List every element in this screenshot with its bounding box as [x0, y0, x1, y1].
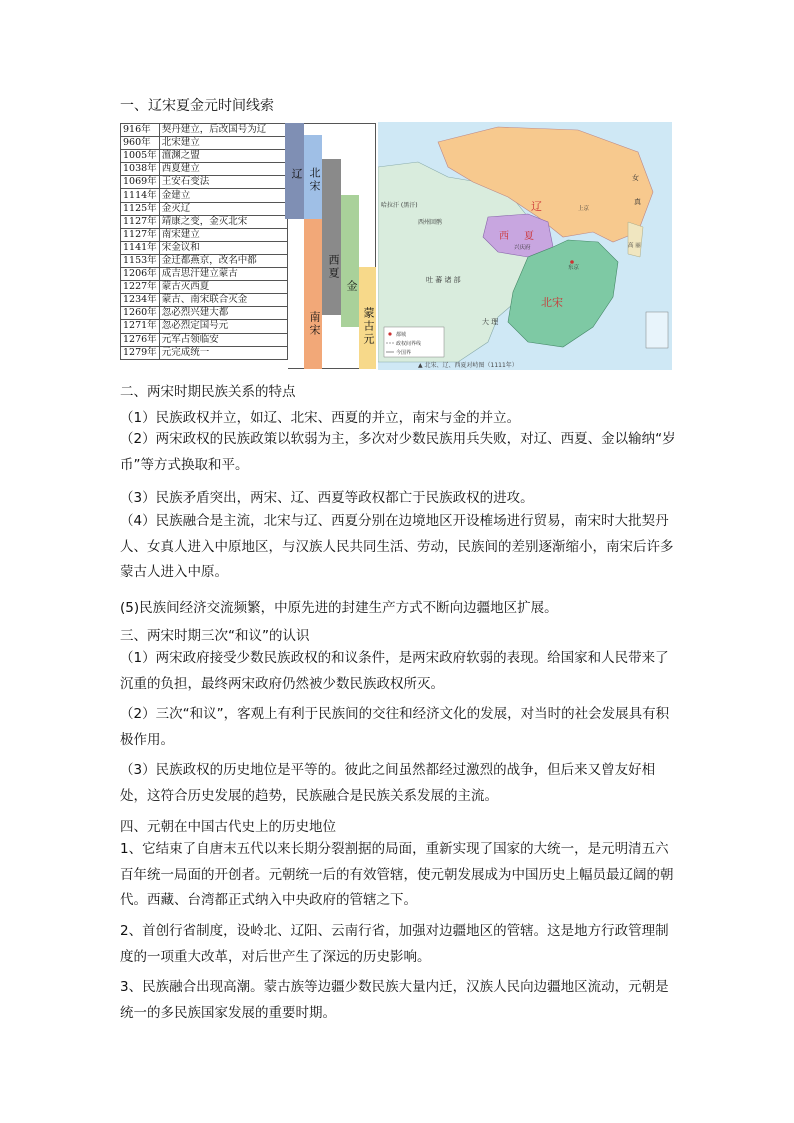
- timeline-event: 忽必烈兴建大都: [159, 307, 287, 320]
- bar-liao: [285, 123, 304, 219]
- map-label-gaoli: 高 丽: [628, 243, 641, 249]
- bar-nan-song: [304, 219, 322, 369]
- timeline-event: 金迁都燕京，改名中都: [159, 254, 287, 267]
- section2-p1: （1）民族政权并立，如辽、北宋、西夏的并立，南宋与金的并立。: [120, 410, 521, 426]
- legend-item-capital: 都城: [396, 332, 407, 338]
- timeline-event: 南宋建立: [159, 228, 287, 241]
- timeline-row: [121, 320, 288, 333]
- timeline-row: [121, 124, 288, 137]
- section3-p3: （3）民族政权的历史地位是平等的。彼此之间虽然都经过激烈的战争，但后来又曾友好相处，这符合历史发展的趋势，民族融合是民族关系发展的主流。: [120, 762, 656, 804]
- timeline-year: 1127年: [121, 228, 160, 241]
- timeline-event: 宋金议和: [159, 241, 287, 254]
- bar-jin: [341, 195, 359, 327]
- timeline-event: 契丹建立，后改国号为辽: [159, 124, 287, 137]
- map-label-zhen: 真: [634, 198, 641, 206]
- map-inset: [646, 312, 668, 348]
- legend-item-national-border: 今国界: [396, 350, 412, 356]
- timeline-row: [121, 307, 288, 320]
- section4-p3: 3、民族融合出现高潮。蒙古族等边疆少数民族大量内迁，汉族人民向边疆地区流动，元朝是统一的多民族国家发展的重要时期。: [120, 979, 669, 1021]
- timeline-event: 蒙古、南宋联合灭金: [159, 294, 287, 307]
- timeline-table: [120, 123, 288, 360]
- bar-nan-song-label: 南宋: [308, 311, 321, 337]
- section2-p5: (5)民族间经济交流频繁，中原先进的封建生产方式不断向边疆地区扩展。: [120, 600, 558, 616]
- bar-bei-song-label: 北宋: [308, 167, 321, 193]
- map-label-nv: 女: [632, 174, 639, 182]
- timeline-row: [121, 268, 288, 281]
- timeline-row: [121, 346, 288, 359]
- timeline-event: 成吉思汗建立蒙古: [159, 268, 287, 281]
- timeline-year: 1141年: [121, 241, 160, 254]
- timeline-event: 金灭辽: [159, 202, 287, 215]
- section3-title: 三、两宋时期三次“和议”的认识: [120, 628, 310, 644]
- section2-p4: （4）民族融合是主流，北宋与辽、西夏分别在边境地区开设榷场进行贸易，南宋时大批契丹人、女真人进入中原地区，与汉族人民共同生活、劳动，民族间的差别逐渐缩小，南宋后许多蒙古人进入中原。: [120, 513, 674, 580]
- map-label-dali: 大 理: [482, 318, 499, 326]
- timeline-year: 1260年: [121, 307, 160, 320]
- map-label-xingqing: 兴庆府: [514, 245, 531, 251]
- bar-xi-xia-label: 西夏: [327, 254, 340, 280]
- section2-p3: （3）民族矛盾突出，两宋、辽、西夏等政权都亡于民族政权的进攻。: [120, 490, 534, 506]
- section3-p1: （1）两宋政府接受少数民族政权的和议条件，是两宋政府软弱的表现。给国家和人民带来了沉重的负担，最终两宋政府仍然被少数民族政权所灭。: [120, 650, 669, 692]
- timeline-row: [121, 228, 288, 241]
- timeline-event: 王安石变法: [159, 176, 287, 189]
- song-liao-xixia-map: [378, 122, 672, 370]
- timeline-event: 北宋建立: [159, 137, 287, 150]
- timeline-year: 1005年: [121, 150, 160, 163]
- timeline-year: 1127年: [121, 215, 160, 228]
- map-label-dongjing: 东京: [568, 265, 580, 271]
- timeline-year: 1206年: [121, 268, 160, 281]
- timeline-year: 1279年: [121, 346, 160, 359]
- timeline-row: [121, 150, 288, 163]
- section4-p2: 2、首创行省制度，设岭北、辽阳、云南行省，加强对边疆地区的管辖。这是地方行政管理制度的一项重大改革，对后世产生了深远的历史影响。: [120, 923, 669, 965]
- timeline-event: 忽必烈定国号元: [159, 320, 287, 333]
- section4-p1: 1、它结束了自唐末五代以来长期分裂割据的局面，重新实现了国家的大统一，是元明清五六百年统一局面的开创者。元朝统一后的有效管辖，使元朝发展成为中国历史上幅员最辽阔的朝代。西藏、台湾都正式纳入中央政府的管辖之下。: [120, 841, 674, 908]
- capital-marker-icon: [570, 260, 574, 264]
- section2-title: 二、两宋时期民族关系的特点: [120, 384, 296, 400]
- timeline-row: [121, 176, 288, 189]
- timeline-row: [121, 215, 288, 228]
- map-label-shangjing: 上京: [578, 206, 590, 212]
- map-label-liao: 辽: [531, 200, 542, 213]
- timeline-event: 金建立: [159, 189, 287, 202]
- map-label-xi: 西: [499, 231, 509, 242]
- timeline-event: 西夏建立: [159, 163, 287, 176]
- map-label-bei-song: 北宋: [541, 296, 563, 309]
- section4-title: 四、元朝在中国古代史上的历史地位: [120, 819, 336, 835]
- timeline-row: [121, 163, 288, 176]
- map-label-tubo: 吐 蕃 诸 部: [426, 276, 461, 284]
- section1-title: 一、辽宋夏金元时间线索: [120, 98, 274, 114]
- bar-bei-song: [304, 135, 322, 219]
- timeline-row: [121, 333, 288, 346]
- map-caption: ▲ 北宋、辽、西夏对峙图（1111年）: [418, 362, 518, 369]
- timeline-row: [121, 202, 288, 215]
- timeline-year: 1038年: [121, 163, 160, 176]
- timeline-row: [121, 241, 288, 254]
- timeline-year: 1114年: [121, 189, 160, 202]
- bar-meng-gu-yuan: [359, 267, 376, 369]
- timeline-year: 1276年: [121, 333, 160, 346]
- timeline-year: 1153年: [121, 254, 160, 267]
- bar-liao-label: 辽: [290, 167, 303, 181]
- timeline-event: 元军占领临安: [159, 333, 287, 346]
- timeline-year: 1271年: [121, 320, 160, 333]
- timeline-row: [121, 189, 288, 202]
- legend-item-border: 政权间界线: [396, 341, 422, 347]
- bar-meng-gu-yuan-label: 蒙古元: [362, 306, 375, 346]
- section3-p2: （2）三次“和议”，客观上有利于民族间的交往和经济文化的发展，对当时的社会发展具有积极作用。: [120, 706, 670, 748]
- timeline-row: [121, 281, 288, 294]
- timeline-year: 1125年: [121, 202, 160, 215]
- timeline-year: 916年: [121, 124, 160, 137]
- timeline-year: 1227年: [121, 281, 160, 294]
- bar-jin-label: 金: [345, 279, 358, 293]
- timeline-chart: [120, 123, 376, 369]
- timeline-year: 960年: [121, 137, 160, 150]
- timeline-event: 澶渊之盟: [159, 150, 287, 163]
- section2-p2: （2）两宋政权的民族政策以软弱为主，多次对少数民族用兵失败，对辽、西夏、金以输纳“岁币”等方式换取和平。: [120, 431, 676, 473]
- timeline-year: 1234年: [121, 294, 160, 307]
- legend-capital-icon: [388, 332, 391, 335]
- timeline-event: 元完成统一: [159, 346, 287, 359]
- timeline-row: [121, 137, 288, 150]
- timeline-row: [121, 294, 288, 307]
- bar-xi-xia: [322, 159, 341, 315]
- timeline-event: 靖康之变，金灭北宋: [159, 215, 287, 228]
- map-label-halahan: 哈拉汗 (黑汗): [381, 202, 418, 209]
- timeline-row: [121, 254, 288, 267]
- map-label-xizhou: 西州回鹘: [418, 219, 443, 226]
- map-label-xia: 夏: [524, 231, 534, 242]
- map-gaoli-region: [628, 222, 643, 257]
- timeline-year: 1069年: [121, 176, 160, 189]
- timeline-event: 蒙古灭西夏: [159, 281, 287, 294]
